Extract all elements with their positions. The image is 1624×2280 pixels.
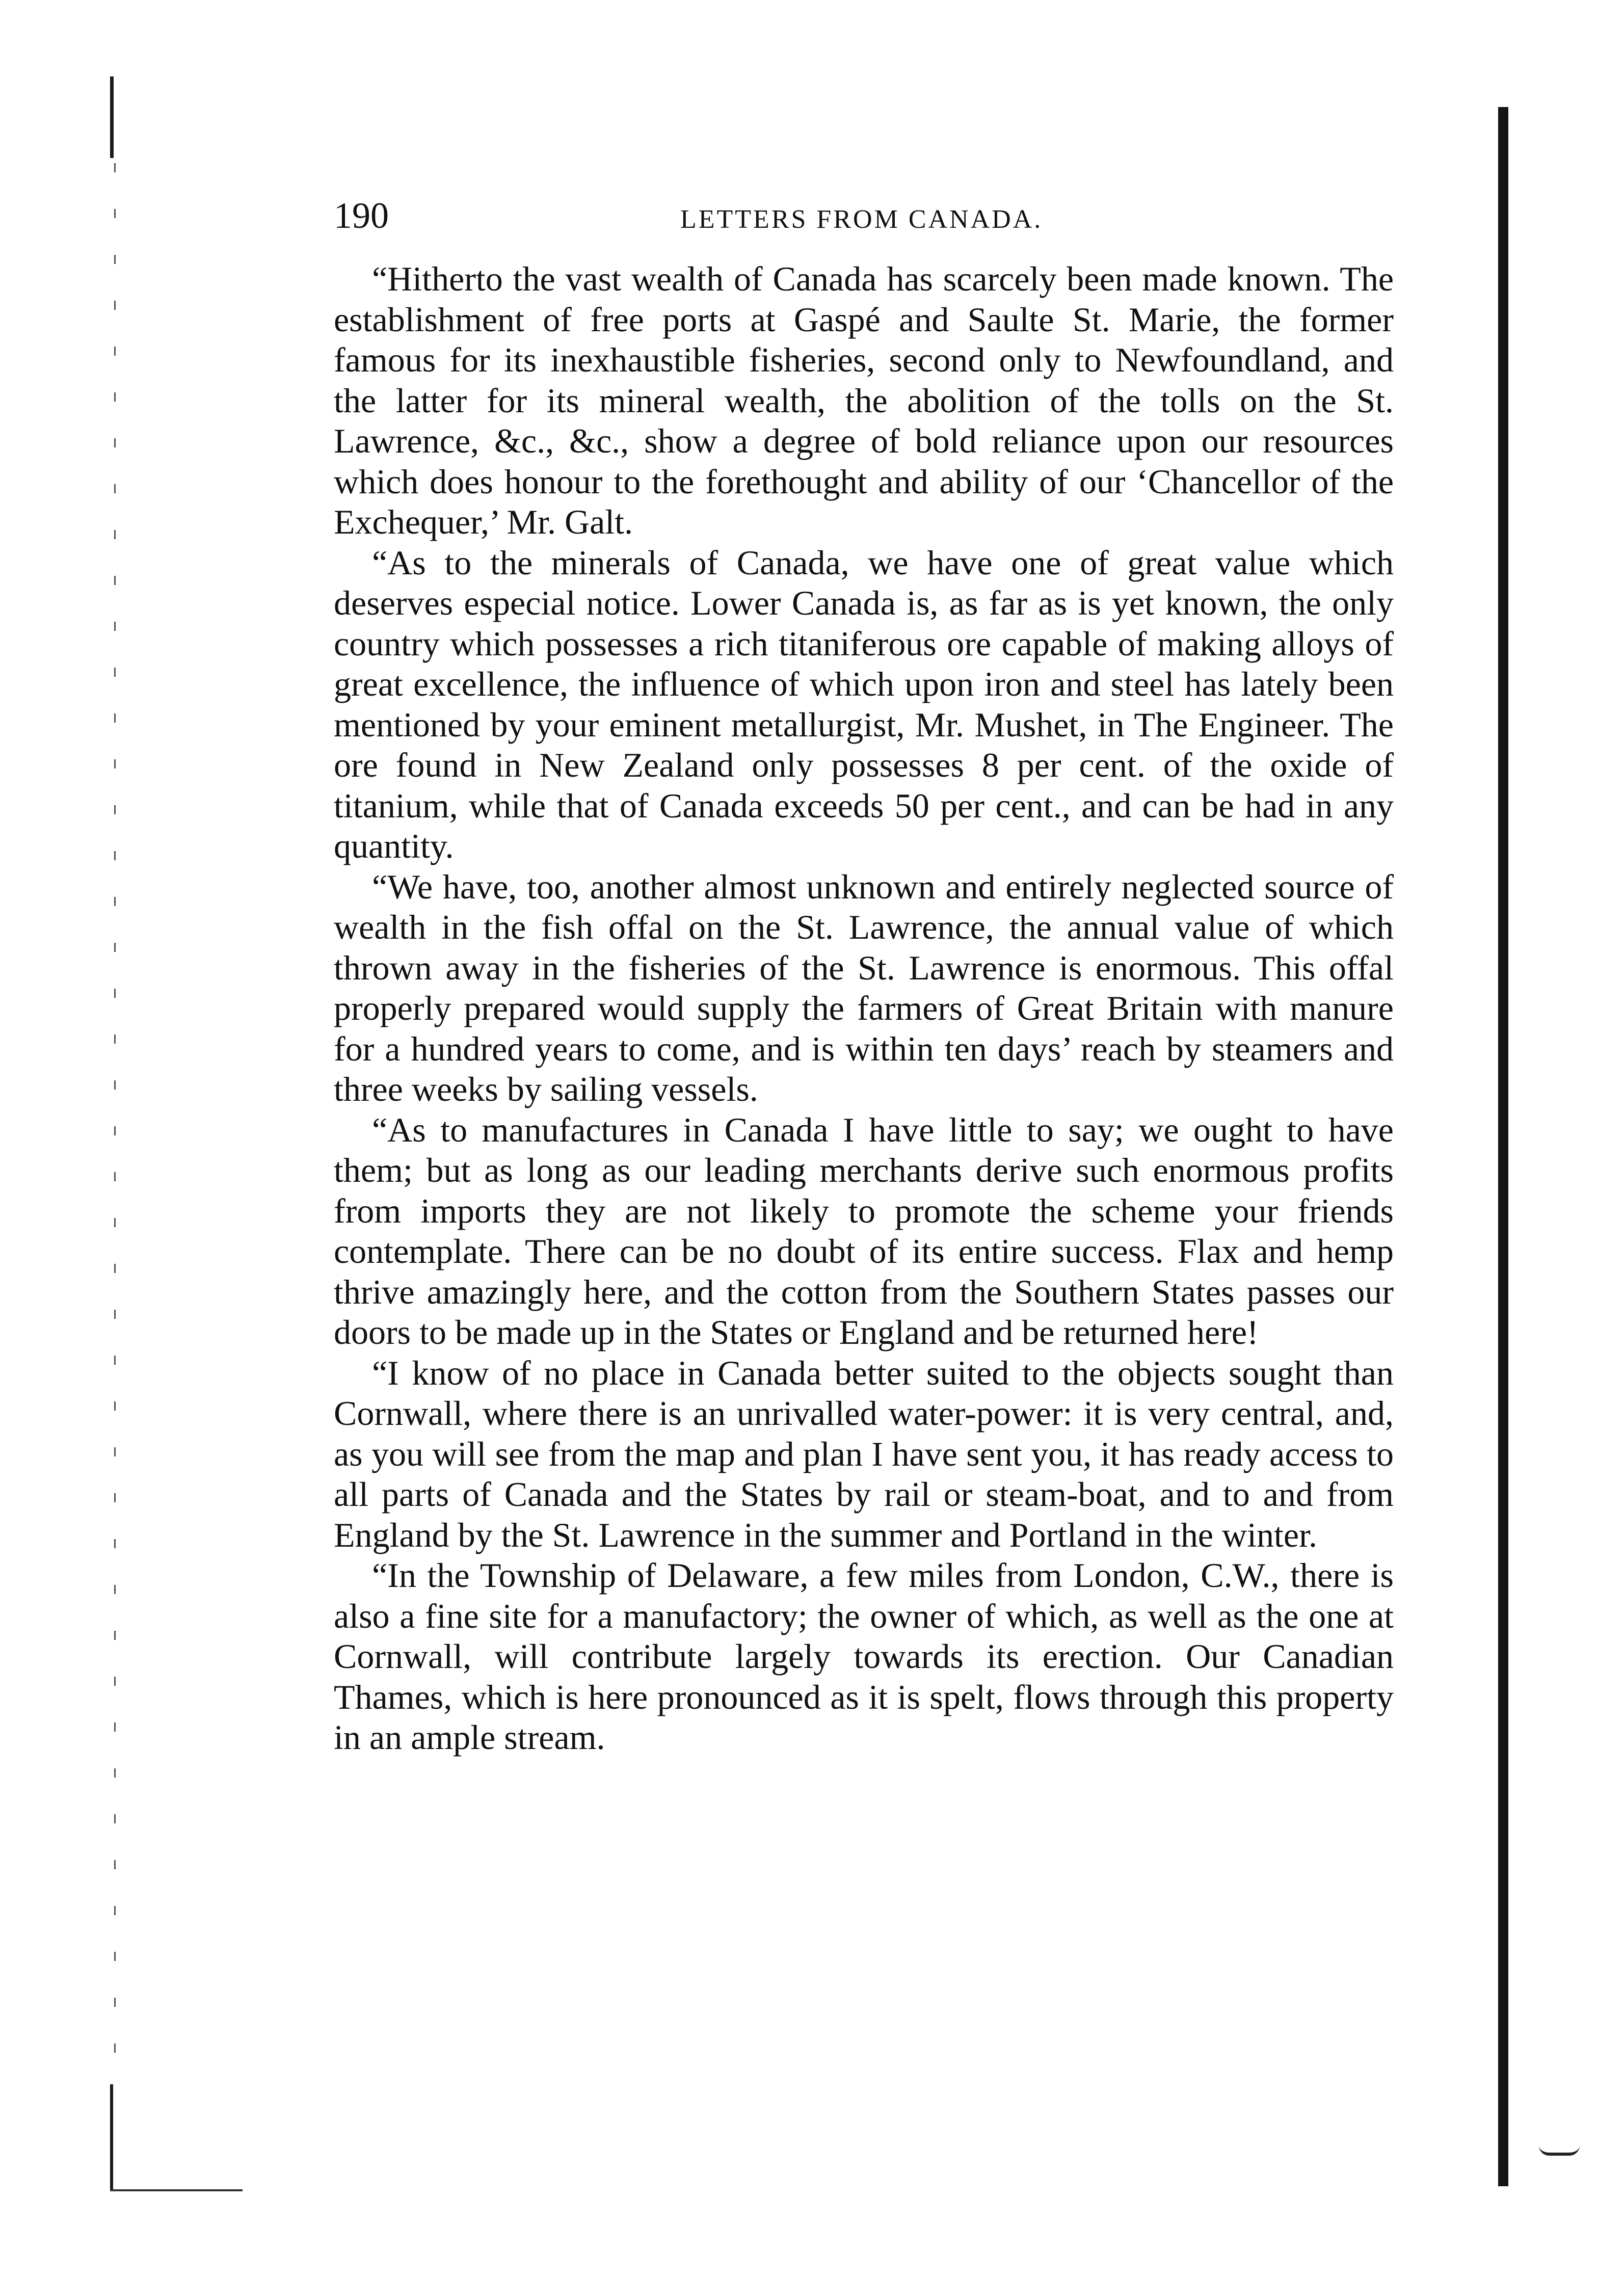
paragraph-cornwall: “I know of no place in Canada better suited to the objects sought than Cornwall, where there is an unrivalled water-power: it is very central, and, as you will see from the map and plan I have sent you, it has ready access to all parts of Canada and the States by rail or steam-boat, and to and from England by the St. Lawrence in the summer and Portland in the winter. — [334, 1353, 1394, 1554]
running-head: LETTERS FROM CANADA. — [680, 205, 1043, 234]
scan-margin-line-top — [110, 76, 114, 158]
book-page — [334, 193, 1394, 1758]
paragraph-manufactures: “As to manufactures in Canada I have little to say; we ought to have them; but as long as our leading merchants derive such enormous profits from imports they are not likely to promote the scheme your friends contemplate. There can be no doubt of its entire success. Flax and hemp thrive amazingly here, and the cotton from the Southern States passes our doors to be made up in the States or England and be returned here! — [334, 1110, 1394, 1351]
scan-margin-foot — [110, 2189, 243, 2191]
paragraph-delaware: “In the Township of Delaware, a few miles from London, C.W., there is also a fine site for a manufactory; the owner of which, as well as the one at Cornwall, will contribute largely towards its erection. Our Canadian Thames, which is here pronounced as it is spelt, flows through this property in an ample stream. — [334, 1556, 1394, 1757]
scan-margin-dots — [114, 163, 116, 2079]
paragraph-fish-offal: “We have, too, another almost unknown and entirely neglected source of wealth in the fish offal on the St. Lawrence, the annual value of which thrown away in the fisheries of the St. Lawrence is enormous. This offal properly prepared would supply the farmers of Great Britain with manure for a hundred years to come, and is within ten days’ reach by steamers and three weeks by sailing vessels. — [334, 867, 1394, 1108]
paragraph-wealth-of-canada: “Hitherto the vast wealth of Canada has scarcely been made known. The establishment of free ports at Gaspé and Saulte St. Marie, the former famous for its inexhaustible fisheries, second only to Newfoundland, and the latter for its mineral wealth, the abolition of the tolls on the St. Lawrence, &c., &c., show a degree of bold reliance upon our resources which does honour to the forethought and ability of our ‘Chancellor of the Exchequer,’ Mr. Galt. — [334, 259, 1394, 541]
page-header — [334, 193, 1394, 238]
scan-margin-line-bottom — [110, 2084, 113, 2191]
paragraph-minerals: “As to the minerals of Canada, we have one of great value which deserves especial notice. Lower Canada is, as far as is yet known, the only country which possesses a rich titaniferous ore capable of making alloys of great excellence, the influence of which upon iron and steel has lately been mentioned by your eminent metallurgist, Mr. Mushet, in The Engineer. The ore found in New Zealand only possesses 8 per cent. of the oxide of titanium, while that of Canada exceeds 50 per cent., and can be had in any quantity. — [334, 543, 1394, 865]
page-number: 190 — [334, 195, 389, 236]
scan-corner-mark — [1539, 2145, 1580, 2156]
page-body — [334, 259, 1394, 1758]
scan-binding-bar — [1498, 107, 1508, 2186]
